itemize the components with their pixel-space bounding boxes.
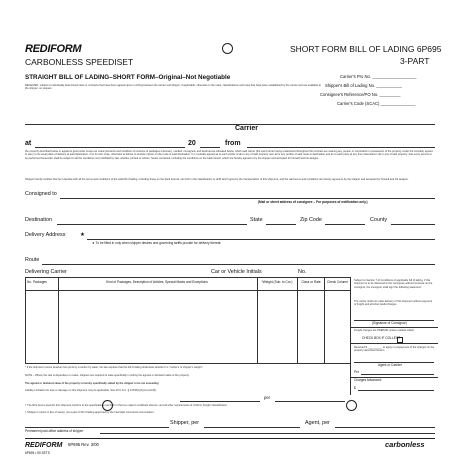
value-note: NOTE – Where the rate is dependent on value, shippers are required to state specifically in writing the agreed or declared value of the property. [25,374,190,377]
county-line[interactable] [391,224,435,225]
check-box-label: CHECK BOX IF COLLECT [362,336,401,340]
at-label: at [25,140,32,147]
brand-logo: REDIFORM [25,43,82,55]
water-carrier-note: * If the shipment moves between two ports by a carrier by water, the law requires that the bill of lading shall state whether it is "carrier's or shipper's weight". [25,366,204,369]
section7-text: Subject to Section 7 of Conditions of applicable bill of lading, if this shipment is to be delivered to the consignee without recourse on the consignor, the consignor shall sign the following statement: [354,279,433,289]
permanent-address-line[interactable] [100,433,435,434]
punch-hole-bottom-right [346,400,357,411]
destination-line[interactable] [57,224,247,225]
carrier-label: Carrier [235,125,258,132]
header-packages: No. Packages [27,280,47,284]
imprint-text: † Shipper's imprint in lieu of stamp; not a part of bill of lading approved by the Interstate Commerce Commission. [25,411,155,414]
zip-line[interactable] [325,224,365,225]
delivering-carrier-label: Delivering Carrier [25,269,67,275]
table-body[interactable] [26,291,350,362]
fill-note: ★ To be filled in only when shipper desires and governing tariffs provide for delivery thereat. [92,241,222,245]
consignor-signature-label: (Signature of Consignor) [372,321,407,325]
footer-carbonless: carbonless [385,440,425,449]
fibre-boxes-text: † The fibre boxes used for this shipment conform to the specifications set forth in the box maker's certificate thereon, and all other requirements of Uniform Freight Classification. [25,404,228,407]
declared-value-text: The agreed or declared value of the property is hereby specifically stated by the shipper to be not exceeding [25,382,159,385]
scac-field[interactable]: Carrier's Code (SCAC) _______________ [337,101,416,106]
terms-fine-print: the property described below in apparent good order except as noted (contents and condition of contents of packages unknown), marked, consigned, and destined as indicated below, which said carrier (the word carrier being understood throughout this contract as meaning any person or corporation in possession of the property under the contract) agrees to carry to its usual place of delivery at said destination, if on its own route, otherwise to deliver to another carrier on the route to said destination. It is mutually agreed as to each carrier of all or any of said property over all or any portion of said route to destination and as to each party at any time interested in all or any of said property, that every service to be performed hereunder shall be subject to all the conditions not prohibited by law, whether printed or written, herein contained, including the conditions on the back hereof, which are hereby agreed to by the shipper and accepted for himself and his assigns. [25,150,433,160]
county-label: County [370,217,388,223]
table-top [25,277,350,278]
footer-form-rev: 6P695 Rev. 3/00 [68,442,99,447]
permanent-address-label: Permanent post-office address of shipper [25,429,84,433]
agent-per-label: Agent, per [305,420,330,426]
star-icon: ★ [80,232,85,238]
per-small-label: Per [354,370,359,374]
received-text: RECEIVED, subject to individually determined rates or contracts that have been agreed upon in writing between the carrier and shipper, if applicable, otherwise to the rates, classifications and rules that have been established by the carrier and are available to the shipper, on request. [25,84,321,91]
charges-advanced-label: Charges Advanced: [354,378,382,382]
mail-note: (Mail or street address of consignee – For purposes of notification only.) [258,200,368,204]
form-title: SHORT FORM BILL OF LADING 6P695 [290,44,442,54]
delivery-address-label: Delivery Address [25,232,66,238]
consignee-ref-field[interactable]: Consignee's Reference/PO No. _________ [320,92,401,97]
footer-brand-logo: REDIFORM [25,442,63,449]
header-description: Kind of Packages, Description of Articles, Special Marks and Exceptions [106,280,208,284]
agent-per-line[interactable] [335,427,435,428]
header-check: Check Column [327,280,348,284]
shipper-per-label: Shipper, per [170,420,200,426]
header-weight: *Weight (Sub. to Cor.) [261,280,293,284]
carriers-pro-field[interactable]: Carrier's Pro No. ___________________ [340,74,417,79]
table-bottom [25,363,350,364]
route-label: Route [25,257,40,263]
zip-label: Zip Code [300,217,322,223]
car-initials-label: Car or Vehicle Initials [211,269,262,275]
charges-advanced-line[interactable] [358,390,434,391]
bill-title: STRAIGHT BILL OF LADING–SHORT FORM–Original–Not Negotiable [25,74,231,81]
shipper-signature-line[interactable] [25,427,169,428]
right-divider-1 [350,327,438,328]
year-line[interactable] [200,147,220,148]
freight-charges-text: Freight charges are PREPAID unless marked collect [354,329,415,332]
received-prepay-text: Received $ __________ to apply in prepayment of the charges on the property described hereon. [354,346,435,353]
from-label: from [225,140,241,147]
destination-label: Destination [25,217,52,223]
year-label: 20 [188,140,196,147]
consigned-to-label: Consigned to [25,191,57,197]
right-divider-2 [350,343,438,344]
certify-fine-print: Shipper hereby certifies that he is familiar with all the terms and conditions of the said bill of lading, including those on the back thereof, set forth in the classification or tariff which governs the transportation of this shipment, and the said terms and conditions are hereby agreed to by the shipper and accepted for himself and his assigns. [25,178,409,181]
car-no-label: No. [298,269,307,275]
at-line[interactable] [35,147,185,148]
state-label: State [250,217,263,223]
route-line[interactable] [42,264,435,265]
product-line: CARBONLESS SPEEDISET [25,57,134,67]
shipper-per-line[interactable] [204,427,300,428]
charges-dollar-label: $ [354,386,356,390]
no-delivery-text: The carrier shall not make delivery of this shipment without payment of freight and all other lawful charges. [354,300,433,307]
carrier-line[interactable] [25,124,435,125]
shippers-bill-field[interactable]: Shipper's Bill of Lading No. ___________ [325,83,402,88]
state-line[interactable] [266,224,296,225]
header-class: Class or Rate [301,280,321,284]
declared-value-line[interactable] [180,401,260,402]
consigned-to-line[interactable] [60,198,435,199]
footer-sets: 6P695 • 50 SETS [25,451,50,455]
footer-rule [25,438,435,439]
per-small-line[interactable] [361,374,434,375]
per-line[interactable] [275,401,345,402]
agent-cashier-label: Agent or Cashier [378,363,402,367]
form-part: 3-PART [400,56,430,66]
from-line[interactable] [247,147,435,148]
punch-hole-top [222,43,233,54]
liability-text: Liability Limitation for loss or damage on this shipment may be applicable. See 49 U.S.C. § 14706(c)(1)(A) and (B). [25,389,157,392]
per-label: per [264,395,271,400]
delivery-address-line[interactable] [87,239,435,240]
